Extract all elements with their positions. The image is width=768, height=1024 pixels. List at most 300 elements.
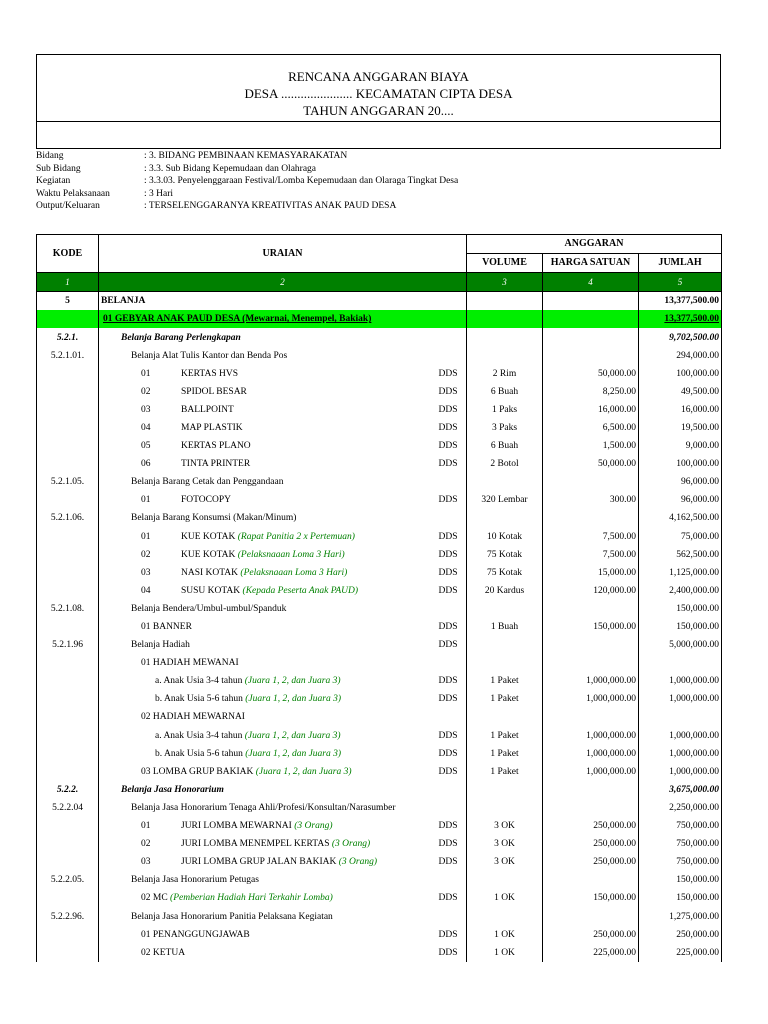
- jumlah-cell: 75,000.00: [639, 528, 722, 546]
- jumlah-cell: 750,000.00: [639, 853, 722, 871]
- harga-cell: 1,500.00: [543, 437, 639, 455]
- item-name: Belanja Jasa Honorarium: [121, 784, 224, 795]
- table-row: [37, 799, 722, 817]
- harga-cell: 250,000.00: [543, 853, 639, 871]
- uraian-cell: [99, 926, 437, 944]
- item-note: (Rapat Panitia 2 x Pertemuan): [237, 531, 355, 542]
- item-name: JURI LOMBA GRUP JALAN BAKIAK: [181, 857, 339, 868]
- uraian-cell: [99, 600, 437, 618]
- kode-cell: 5.2.2.05.: [37, 871, 99, 889]
- sumber-cell: [437, 654, 467, 672]
- volume-cell: 2 Rim: [467, 365, 543, 383]
- volume-cell: [467, 347, 543, 365]
- kode-cell: 5.2.2.96.: [37, 907, 99, 925]
- kode-cell: [37, 708, 99, 726]
- uraian-cell: [99, 690, 437, 708]
- table-row: [37, 473, 722, 491]
- uraian-cell: [99, 763, 437, 781]
- table-row: [37, 383, 722, 401]
- uraian-cell: [99, 528, 437, 546]
- sumber-cell: DDS: [437, 690, 467, 708]
- item-name: 01 GEBYAR ANAK PAUD DESA (Mewarnai, Menempel, Bakiak): [103, 314, 372, 325]
- volume-cell: [467, 871, 543, 889]
- uraian-cell: [99, 491, 437, 509]
- sumber-cell: [437, 708, 467, 726]
- kode-cell: 5.2.1.06.: [37, 509, 99, 527]
- kode-cell: 5.2.1.05.: [37, 473, 99, 491]
- col-number: 2: [99, 273, 467, 292]
- info-value: : TERSELENGGARANYA KREATIVITAS ANAK PAUD DESA: [144, 201, 397, 211]
- table-row: [37, 853, 722, 871]
- jumlah-cell: [639, 708, 722, 726]
- table-row: [37, 745, 722, 763]
- uraian-cell: [99, 745, 437, 763]
- sumber-cell: [437, 907, 467, 925]
- uraian-cell: [99, 383, 437, 401]
- volume-cell: 320 Lembar: [467, 491, 543, 509]
- item-name: NASI KOTAK: [181, 567, 241, 578]
- kode-cell: [37, 310, 99, 328]
- info-row: [36, 175, 721, 188]
- jumlah-cell: 16,000.00: [639, 401, 722, 419]
- item-name: KERTAS HVS: [181, 368, 238, 379]
- uraian-cell: [99, 907, 437, 925]
- jumlah-cell: 49,500.00: [639, 383, 722, 401]
- item-number: 04: [141, 585, 151, 596]
- table-row: [37, 817, 722, 835]
- item-number: 04: [141, 422, 151, 433]
- jumlah-cell: 96,000.00: [639, 473, 722, 491]
- item-name: 01 BANNER: [141, 622, 192, 633]
- item-name: 02 HADIAH MEWARNAI: [141, 712, 245, 723]
- sumber-cell: DDS: [437, 546, 467, 564]
- volume-cell: 1 Paket: [467, 727, 543, 745]
- info-label: Sub Bidang: [36, 163, 81, 174]
- harga-cell: [543, 600, 639, 618]
- table-row: [37, 600, 722, 618]
- harga-cell: 120,000.00: [543, 582, 639, 600]
- item-name: Belanja Barang Konsumsi (Makan/Minum): [131, 513, 297, 524]
- jumlah-cell: 150,000.00: [639, 600, 722, 618]
- harga-cell: 1,000,000.00: [543, 763, 639, 781]
- volume-cell: 3 Paks: [467, 419, 543, 437]
- item-number: 02: [141, 839, 151, 850]
- uraian-cell: [99, 618, 437, 636]
- table-row: [37, 690, 722, 708]
- table-row: [37, 328, 722, 346]
- uraian-cell: [99, 437, 437, 455]
- harga-cell: [543, 907, 639, 925]
- uraian-cell: [99, 509, 437, 527]
- table-row: [37, 347, 722, 365]
- uraian-cell: [99, 853, 437, 871]
- sumber-cell: DDS: [437, 491, 467, 509]
- jumlah-cell: 9,702,500.00: [639, 328, 722, 346]
- uraian-cell: [99, 473, 437, 491]
- item-note: (Juara 1, 2, dan Juara 3): [255, 766, 352, 777]
- kode-cell: 5.2.1.96: [37, 636, 99, 654]
- divider: [36, 121, 721, 122]
- harga-cell: [543, 347, 639, 365]
- item-name: a. Anak Usia 3-4 tahun: [155, 730, 245, 741]
- volume-cell: 1 OK: [467, 926, 543, 944]
- item-note: (Juara 1, 2, dan Juara 3): [244, 730, 341, 741]
- table-row: [37, 419, 722, 437]
- jumlah-cell: 1,000,000.00: [639, 727, 722, 745]
- kode-cell: 5.2.1.01.: [37, 347, 99, 365]
- kode-cell: 5.2.1.08.: [37, 600, 99, 618]
- jumlah-cell: 750,000.00: [639, 817, 722, 835]
- harga-cell: 16,000.00: [543, 401, 639, 419]
- item-name: b. Anak Usia 5-6 tahun: [155, 748, 246, 759]
- item-number: 05: [141, 441, 151, 452]
- kode-cell: [37, 401, 99, 419]
- item-name: KUE KOTAK: [181, 531, 238, 542]
- volume-cell: 10 Kotak: [467, 528, 543, 546]
- volume-cell: [467, 799, 543, 817]
- harga-cell: 250,000.00: [543, 835, 639, 853]
- volume-cell: [467, 781, 543, 799]
- sumber-cell: [437, 509, 467, 527]
- kode-cell: [37, 437, 99, 455]
- sumber-cell: DDS: [437, 618, 467, 636]
- volume-cell: 3 OK: [467, 853, 543, 871]
- uraian-cell: [99, 727, 437, 745]
- jumlah-cell: 150,000.00: [639, 889, 722, 907]
- uraian-cell: [99, 817, 437, 835]
- kode-cell: [37, 763, 99, 781]
- sumber-cell: DDS: [437, 853, 467, 871]
- harga-cell: 225,000.00: [543, 944, 639, 962]
- kode-cell: 5.2.1.: [37, 328, 99, 346]
- table-row: [37, 365, 722, 383]
- jumlah-cell: [639, 654, 722, 672]
- harga-cell: 300.00: [543, 491, 639, 509]
- volume-cell: 1 Buah: [467, 618, 543, 636]
- uraian-cell: [99, 654, 437, 672]
- harga-cell: 6,500.00: [543, 419, 639, 437]
- col-number: 5: [639, 273, 722, 292]
- table-row: [37, 310, 722, 328]
- harga-cell: 50,000.00: [543, 455, 639, 473]
- table-row: [37, 889, 722, 907]
- info-value: : 3.3.03. Penyelenggaraan Festival/Lomba Kepemudaan dan Olaraga Tingkat Desa: [144, 176, 459, 186]
- uraian-cell: [99, 799, 437, 817]
- item-name: Belanja Jasa Honorarium Tenaga Ahli/Profesi/Konsultan/Narasumber: [131, 802, 396, 813]
- item-number: 02: [141, 386, 151, 397]
- jumlah-cell: 562,500.00: [639, 546, 722, 564]
- jumlah-cell: 100,000.00: [639, 455, 722, 473]
- sumber-cell: [437, 347, 467, 365]
- item-name: JURI LOMBA MENEMPEL KERTAS: [181, 839, 332, 850]
- item-name: 01 HADIAH MEWANAI: [141, 658, 239, 669]
- item-note: (Juara 1, 2, dan Juara 3): [245, 694, 342, 705]
- uraian-cell: [99, 636, 437, 654]
- item-name: BELANJA: [101, 296, 146, 307]
- harga-cell: [543, 328, 639, 346]
- volume-cell: 6 Buah: [467, 437, 543, 455]
- table-row: [37, 455, 722, 473]
- uraian-cell: [99, 672, 437, 690]
- volume-cell: [467, 310, 543, 328]
- col-harga-satuan: HARGA SATUAN: [543, 254, 639, 273]
- info-row: [36, 163, 721, 176]
- harga-cell: [543, 781, 639, 799]
- table-row: [37, 437, 722, 455]
- volume-cell: 1 Paket: [467, 672, 543, 690]
- jumlah-cell: 225,000.00: [639, 944, 722, 962]
- volume-cell: 2 Botol: [467, 455, 543, 473]
- item-number: 03: [141, 404, 151, 415]
- jumlah-cell: 19,500.00: [639, 419, 722, 437]
- jumlah-cell: 1,125,000.00: [639, 564, 722, 582]
- jumlah-cell: 9,000.00: [639, 437, 722, 455]
- item-note: (Pemberian Hadiah Hari Terkahir Lomba): [170, 893, 333, 904]
- sumber-cell: [437, 781, 467, 799]
- uraian-cell: [99, 310, 437, 328]
- kode-cell: [37, 889, 99, 907]
- sumber-cell: DDS: [437, 582, 467, 600]
- item-name: Belanja Jasa Honorarium Petugas: [131, 875, 259, 886]
- budget-table: [36, 234, 722, 962]
- table-row: [37, 292, 722, 311]
- sumber-cell: [437, 871, 467, 889]
- uraian-cell: [99, 564, 437, 582]
- col-number: 1: [37, 273, 99, 292]
- table-row: [37, 672, 722, 690]
- item-name: KERTAS PLANO: [181, 441, 251, 452]
- sumber-cell: DDS: [437, 763, 467, 781]
- harga-cell: 15,000.00: [543, 564, 639, 582]
- volume-cell: 1 Paket: [467, 763, 543, 781]
- item-note: (Juara 1, 2, dan Juara 3): [245, 748, 342, 759]
- jumlah-cell: 1,000,000.00: [639, 672, 722, 690]
- harga-cell: 1,000,000.00: [543, 690, 639, 708]
- uraian-cell: [99, 944, 437, 962]
- sumber-cell: DDS: [437, 564, 467, 582]
- table-row: [37, 763, 722, 781]
- info-value: : 3. BIDANG PEMBINAAN KEMASYARAKATAN: [144, 151, 348, 161]
- volume-cell: 1 Paks: [467, 401, 543, 419]
- harga-cell: [543, 871, 639, 889]
- volume-cell: [467, 907, 543, 925]
- sumber-cell: [437, 799, 467, 817]
- sumber-cell: [437, 600, 467, 618]
- item-number: 01: [141, 531, 151, 542]
- table-row: [37, 509, 722, 527]
- jumlah-cell: 3,675,000.00: [639, 781, 722, 799]
- jumlah-cell: 1,275,000.00: [639, 907, 722, 925]
- item-name: b. Anak Usia 5-6 tahun: [155, 694, 246, 705]
- table-row: [37, 528, 722, 546]
- sumber-cell: [437, 473, 467, 491]
- item-name: 02 MC: [141, 893, 171, 904]
- harga-cell: [543, 799, 639, 817]
- jumlah-cell: 250,000.00: [639, 926, 722, 944]
- jumlah-cell: 1,000,000.00: [639, 745, 722, 763]
- kode-cell: [37, 383, 99, 401]
- item-name: BALLPOINT: [181, 404, 234, 415]
- table-row: [37, 654, 722, 672]
- uraian-cell: [99, 708, 437, 726]
- item-name: KUE KOTAK: [181, 549, 238, 560]
- kode-cell: [37, 853, 99, 871]
- sumber-cell: DDS: [437, 817, 467, 835]
- uraian-cell: [99, 401, 437, 419]
- volume-cell: 20 Kardus: [467, 582, 543, 600]
- jumlah-cell: 4,162,500.00: [639, 509, 722, 527]
- harga-cell: 7,500.00: [543, 528, 639, 546]
- sumber-cell: DDS: [437, 365, 467, 383]
- uraian-cell: [99, 455, 437, 473]
- sumber-cell: DDS: [437, 889, 467, 907]
- info-row: [36, 188, 721, 201]
- info-label: Waktu Pelaksanaan: [36, 188, 110, 199]
- jumlah-cell: 750,000.00: [639, 835, 722, 853]
- sumber-cell: DDS: [437, 926, 467, 944]
- kode-cell: [37, 528, 99, 546]
- item-name: FOTOCOPY: [181, 495, 231, 506]
- item-name: Belanja Bendera/Umbul-umbul/Spanduk: [131, 603, 287, 614]
- harga-cell: 1,000,000.00: [543, 672, 639, 690]
- volume-cell: [467, 708, 543, 726]
- jumlah-cell: 1,000,000.00: [639, 763, 722, 781]
- sumber-cell: [437, 310, 467, 328]
- harga-cell: [543, 708, 639, 726]
- kode-cell: [37, 926, 99, 944]
- jumlah-cell: 150,000.00: [639, 618, 722, 636]
- jumlah-cell: 13,377,500.00: [639, 310, 722, 328]
- item-note: (3 Orang): [294, 821, 333, 832]
- kode-cell: 5: [37, 292, 99, 311]
- volume-cell: [467, 292, 543, 311]
- kode-cell: [37, 654, 99, 672]
- item-number: 06: [141, 459, 151, 470]
- item-note: (3 Orang): [331, 839, 371, 850]
- kode-cell: [37, 582, 99, 600]
- uraian-cell: [99, 328, 437, 346]
- kode-cell: [37, 727, 99, 745]
- doc-year-line: TAHUN ANGGARAN 20....: [303, 103, 454, 118]
- item-name: 02 KETUA: [141, 947, 186, 958]
- harga-cell: 1,000,000.00: [543, 745, 639, 763]
- table-row: [37, 636, 722, 654]
- harga-cell: 250,000.00: [543, 817, 639, 835]
- item-name: MAP PLASTIK: [181, 422, 243, 433]
- col-jumlah: JUMLAH: [639, 254, 722, 273]
- table-row: [37, 708, 722, 726]
- volume-cell: 1 OK: [467, 889, 543, 907]
- table-row: [37, 907, 722, 925]
- col-anggaran: ANGGARAN: [467, 235, 722, 254]
- item-note: (3 Orang): [338, 857, 377, 868]
- kode-cell: [37, 672, 99, 690]
- table-row: [37, 401, 722, 419]
- uraian-cell: [99, 582, 437, 600]
- info-label: Output/Keluaran: [36, 201, 100, 211]
- item-name: 01 PENANGGUNGJAWAB: [141, 929, 250, 940]
- harga-cell: [543, 654, 639, 672]
- uraian-cell: [99, 871, 437, 889]
- item-number: 01: [141, 368, 151, 379]
- table-row: [37, 944, 722, 962]
- kode-cell: [37, 817, 99, 835]
- jumlah-cell: 1,000,000.00: [639, 690, 722, 708]
- harga-cell: [543, 310, 639, 328]
- volume-cell: [467, 473, 543, 491]
- kode-cell: [37, 690, 99, 708]
- sumber-cell: DDS: [437, 383, 467, 401]
- info-value: : 3.3. Sub Bidang Kepemudaan dan Olahraga: [144, 163, 317, 174]
- col-kode: KODE: [37, 235, 99, 273]
- kode-cell: 5.2.2.04: [37, 799, 99, 817]
- sumber-cell: DDS: [437, 944, 467, 962]
- kode-cell: [37, 745, 99, 763]
- item-number: 03: [141, 857, 151, 868]
- uraian-cell: [99, 889, 437, 907]
- divider: [36, 148, 721, 149]
- kode-cell: [37, 835, 99, 853]
- doc-title: RENCANA ANGGARAN BIAYA: [288, 69, 469, 84]
- item-name: 03 LOMBA GRUP BAKIAK: [141, 766, 256, 777]
- kode-cell: [37, 618, 99, 636]
- table-row: [37, 727, 722, 745]
- sumber-cell: [437, 292, 467, 311]
- jumlah-cell: 100,000.00: [639, 365, 722, 383]
- item-number: 03: [141, 567, 151, 578]
- table-row: [37, 835, 722, 853]
- item-name: JURI LOMBA MEWARNAI: [181, 821, 295, 832]
- volume-cell: 1 OK: [467, 944, 543, 962]
- item-number: 02: [141, 549, 151, 560]
- jumlah-cell: 5,000,000.00: [639, 636, 722, 654]
- volume-cell: [467, 600, 543, 618]
- item-note: (Juara 1, 2, dan Juara 3): [244, 676, 341, 687]
- volume-cell: [467, 654, 543, 672]
- item-name: Belanja Jasa Honorarium Panitia Pelaksana Kegiatan: [131, 911, 333, 922]
- uraian-cell: [99, 419, 437, 437]
- jumlah-cell: 2,250,000.00: [639, 799, 722, 817]
- col-volume: VOLUME: [467, 254, 543, 273]
- kode-cell: [37, 455, 99, 473]
- activity-info: [36, 150, 721, 213]
- volume-cell: [467, 636, 543, 654]
- volume-cell: 3 OK: [467, 835, 543, 853]
- kode-cell: [37, 944, 99, 962]
- uraian-cell: [99, 835, 437, 853]
- item-name: Belanja Barang Cetak dan Penggandaan: [131, 477, 284, 488]
- volume-cell: [467, 328, 543, 346]
- col-number: 3: [467, 273, 543, 292]
- harga-cell: 8,250.00: [543, 383, 639, 401]
- sumber-cell: DDS: [437, 401, 467, 419]
- kode-cell: [37, 365, 99, 383]
- kode-cell: 5.2.2.: [37, 781, 99, 799]
- sumber-cell: DDS: [437, 528, 467, 546]
- item-name: a. Anak Usia 3-4 tahun: [155, 676, 245, 687]
- kode-cell: [37, 546, 99, 564]
- item-name: Belanja Hadiah: [131, 640, 190, 651]
- uraian-cell: [99, 292, 437, 311]
- harga-cell: 150,000.00: [543, 618, 639, 636]
- info-label: Bidang: [36, 151, 64, 161]
- jumlah-cell: 96,000.00: [639, 491, 722, 509]
- table-row: [37, 564, 722, 582]
- item-name: Belanja Barang Perlengkapan: [121, 332, 241, 343]
- kode-cell: [37, 491, 99, 509]
- jumlah-cell: 2,400,000.00: [639, 582, 722, 600]
- uraian-cell: [99, 365, 437, 383]
